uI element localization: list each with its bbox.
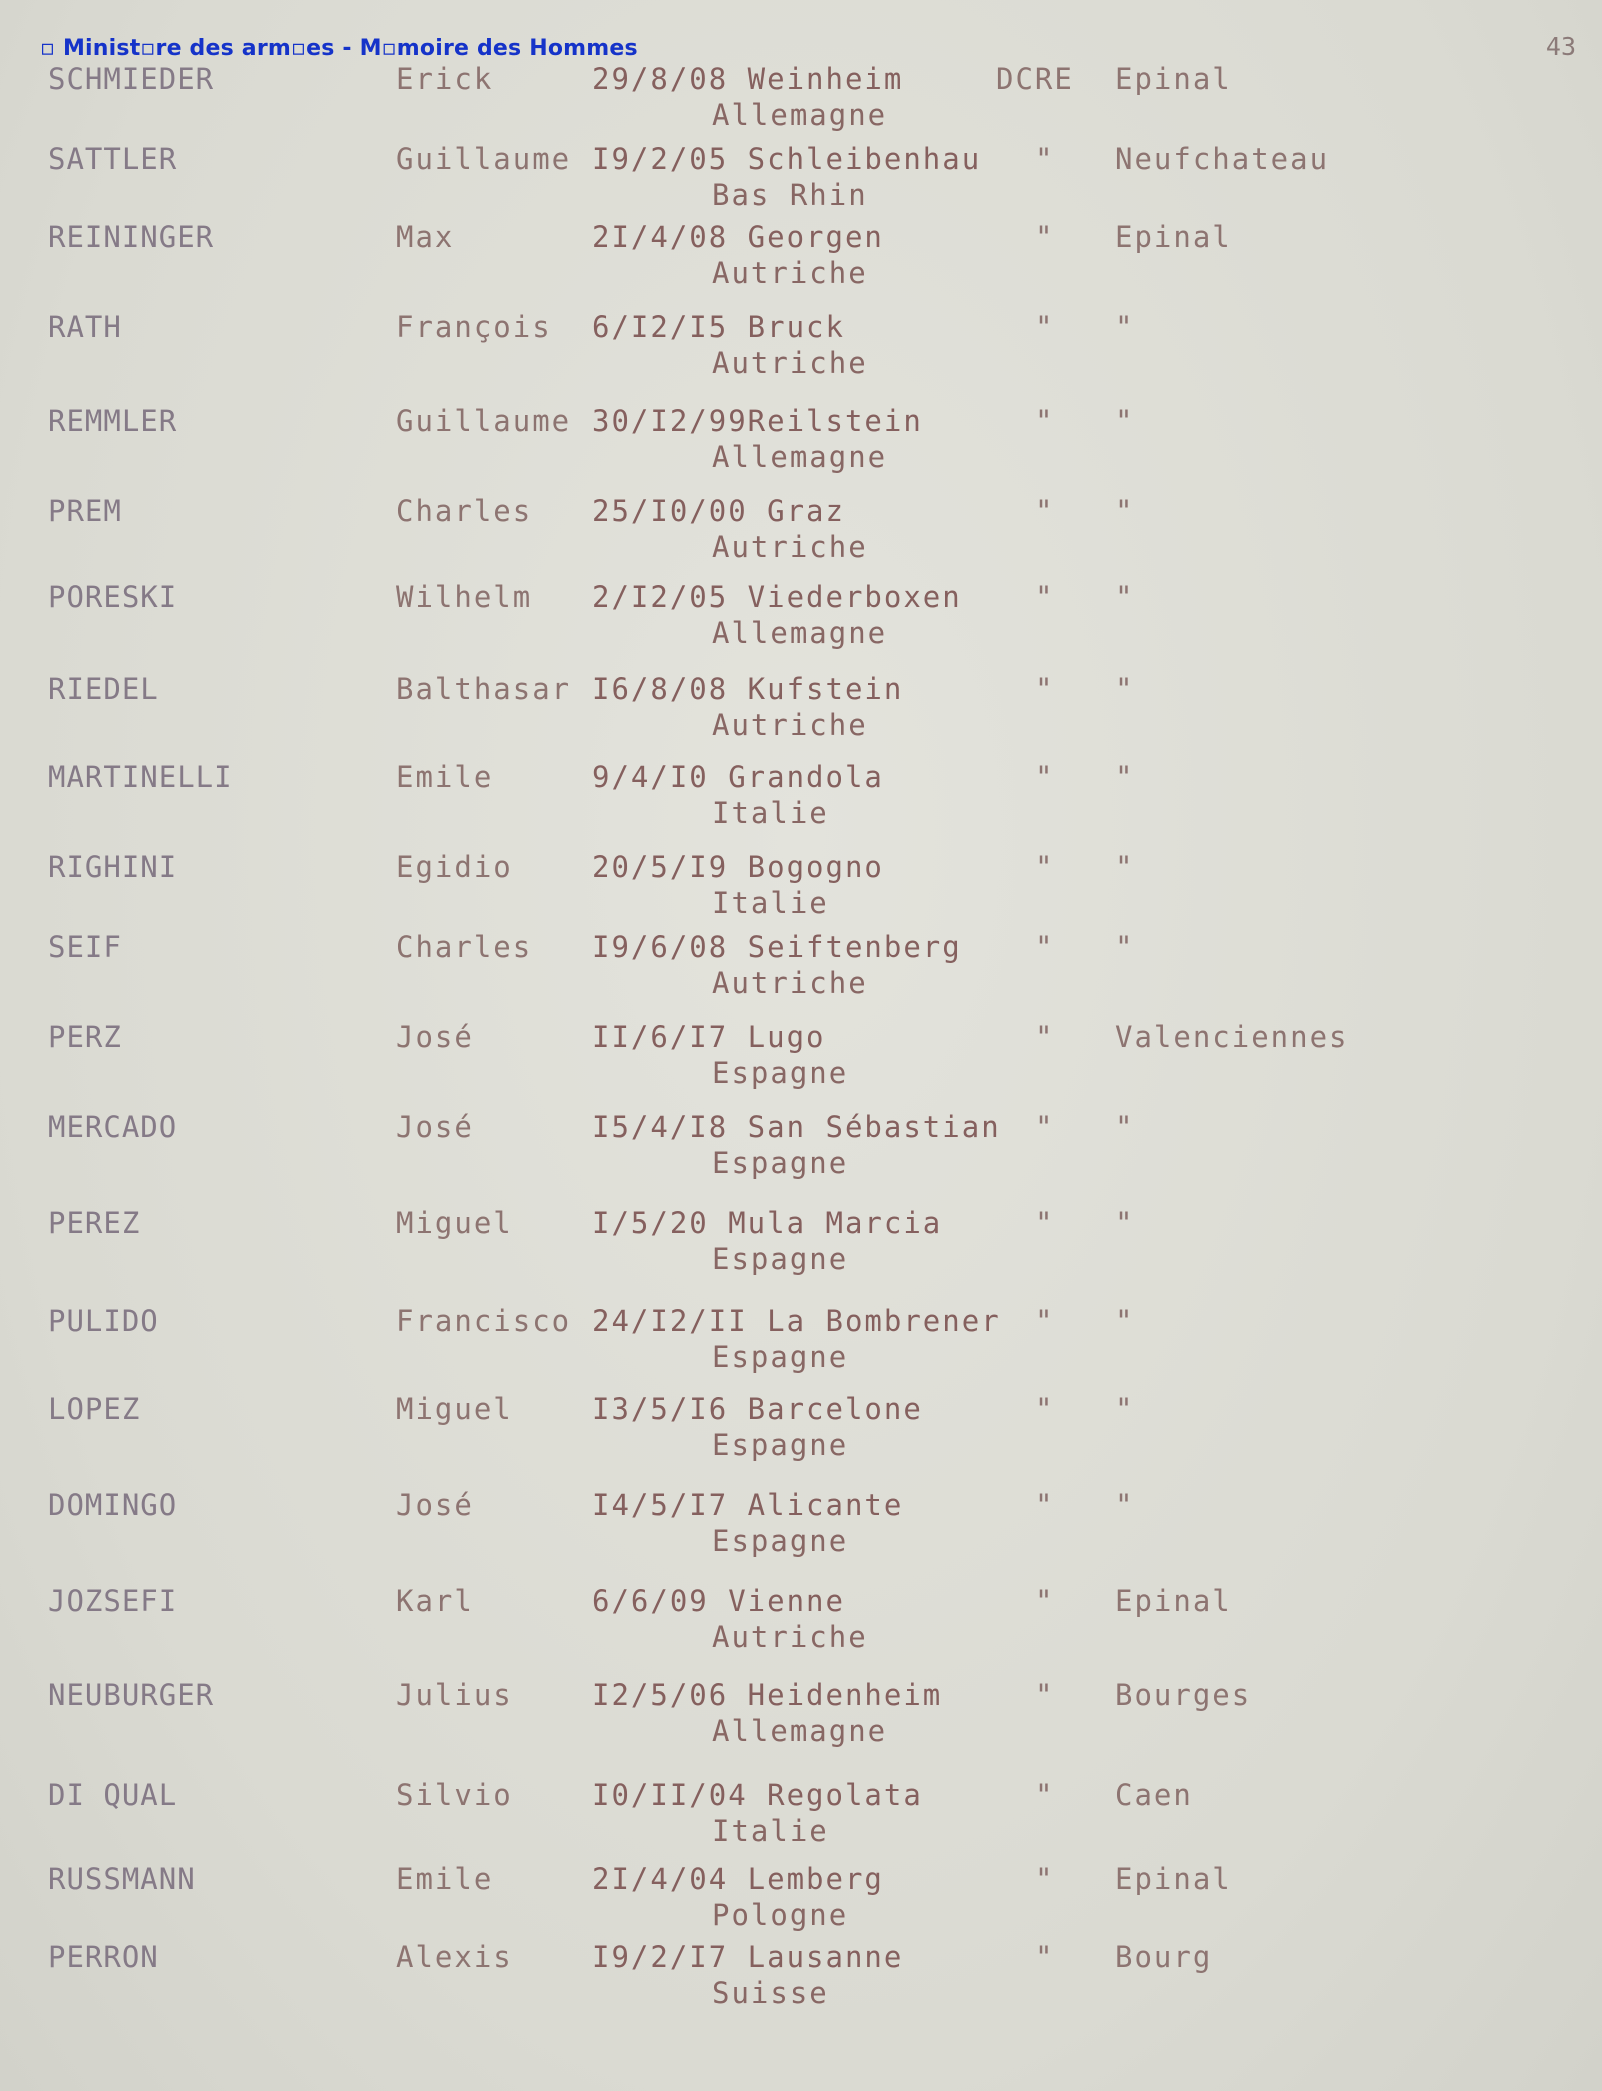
watermark-label: ▫ Minist▫re des arm▫es - M▫moire des Hommes (40, 36, 638, 61)
list-item (0, 930, 1602, 1010)
list-item (0, 1584, 1602, 1664)
last-name: PEREZ (48, 1206, 141, 1240)
first-name: Karl (396, 1584, 474, 1618)
last-name: RIEDEL (48, 672, 159, 706)
last-name: SEIF (48, 930, 122, 964)
last-name: MARTINELLI (48, 760, 233, 794)
first-name: Max (396, 220, 455, 254)
birth-country: Espagne (712, 1524, 849, 1558)
last-name: SCHMIEDER (48, 62, 215, 96)
list-item (0, 1678, 1602, 1758)
birth-info: I9/2/05 Schleibenhau (592, 142, 982, 176)
birth-country: Espagne (712, 1428, 849, 1462)
list-item (0, 1940, 1602, 2020)
destination: " (1115, 1110, 1135, 1144)
birth-info: 2/I2/05 Viederboxen (592, 580, 962, 614)
destination: Bourges (1115, 1678, 1252, 1712)
reference-mark: " (1035, 494, 1055, 528)
birth-info: I9/2/I7 Lausanne (592, 1940, 904, 1974)
reference-mark: " (1035, 1392, 1055, 1426)
page-number: 43 (1545, 32, 1576, 61)
birth-country: Allemagne (712, 440, 888, 474)
first-name: Egidio (396, 850, 513, 884)
birth-info: I2/5/06 Heidenheim (592, 1678, 943, 1712)
last-name: RATH (48, 310, 122, 344)
reference-mark: " (1035, 1584, 1055, 1618)
birth-country: Suisse (712, 1976, 829, 2010)
reference-mark: " (1035, 930, 1055, 964)
birth-info: I4/5/I7 Alicante (592, 1488, 904, 1522)
destination: " (1115, 1206, 1135, 1240)
list-item (0, 220, 1602, 300)
birth-info: 20/5/I9 Bogogno (592, 850, 884, 884)
birth-info: 24/I2/II La Bombrener (592, 1304, 1001, 1338)
birth-country: Allemagne (712, 1714, 888, 1748)
first-name: Alexis (396, 1940, 513, 1974)
first-name: Charles (396, 494, 533, 528)
last-name: MERCADO (48, 1110, 178, 1144)
destination: " (1115, 404, 1135, 438)
first-name: Charles (396, 930, 533, 964)
last-name: RUSSMANN (48, 1862, 196, 1896)
birth-country: Autriche (712, 1620, 868, 1654)
last-name: RIGHINI (48, 850, 178, 884)
reference-mark: DCRE (996, 62, 1074, 96)
last-name: LOPEZ (48, 1392, 141, 1426)
last-name: REMMLER (48, 404, 178, 438)
first-name: Silvio (396, 1778, 513, 1812)
reference-mark: " (1035, 142, 1055, 176)
last-name: PERZ (48, 1020, 122, 1054)
birth-country: Espagne (712, 1242, 849, 1276)
first-name: Erick (396, 62, 494, 96)
first-name: Guillaume (396, 404, 572, 438)
destination: " (1115, 1488, 1135, 1522)
birth-info: 6/I2/I5 Bruck (592, 310, 845, 344)
destination: " (1115, 310, 1135, 344)
birth-country: Espagne (712, 1146, 849, 1180)
last-name: SATTLER (48, 142, 178, 176)
birth-country: Pologne (712, 1898, 849, 1932)
birth-info: 25/I0/00 Graz (592, 494, 845, 528)
list-item (0, 1862, 1602, 1942)
birth-info: 30/I2/99Reilstein (592, 404, 923, 438)
last-name: REININGER (48, 220, 215, 254)
destination: Valenciennes (1115, 1020, 1349, 1054)
reference-mark: " (1035, 1940, 1055, 1974)
last-name: DOMINGO (48, 1488, 178, 1522)
reference-mark: " (1035, 1020, 1055, 1054)
last-name: PULIDO (48, 1304, 159, 1338)
last-name: PORESKI (48, 580, 178, 614)
birth-country: Autriche (712, 708, 868, 742)
birth-country: Autriche (712, 256, 868, 290)
list-item (0, 850, 1602, 930)
reference-mark: " (1035, 1110, 1055, 1144)
first-name: François (396, 310, 552, 344)
destination: Epinal (1115, 1862, 1232, 1896)
birth-info: II/6/I7 Lugo (592, 1020, 826, 1054)
birth-country: Autriche (712, 530, 868, 564)
reference-mark: " (1035, 310, 1055, 344)
birth-info: 2I/4/08 Georgen (592, 220, 884, 254)
list-item (0, 404, 1602, 484)
destination: Neufchateau (1115, 142, 1330, 176)
birth-country: Bas Rhin (712, 178, 868, 212)
birth-country: Allemagne (712, 98, 888, 132)
reference-mark: " (1035, 220, 1055, 254)
reference-mark: " (1035, 1778, 1055, 1812)
first-name: José (396, 1488, 474, 1522)
list-item (0, 1778, 1602, 1858)
reference-mark: " (1035, 1678, 1055, 1712)
reference-mark: " (1035, 760, 1055, 794)
list-item (0, 672, 1602, 752)
reference-mark: " (1035, 1304, 1055, 1338)
birth-country: Espagne (712, 1340, 849, 1374)
birth-info: I/5/20 Mula Marcia (592, 1206, 943, 1240)
destination: " (1115, 930, 1135, 964)
list-item (0, 1488, 1602, 1568)
birth-info: I0/II/04 Regolata (592, 1778, 923, 1812)
birth-country: Autriche (712, 346, 868, 380)
list-item (0, 1020, 1602, 1100)
birth-info: I9/6/08 Seiftenberg (592, 930, 962, 964)
destination: " (1115, 1304, 1135, 1338)
first-name: José (396, 1110, 474, 1144)
list-item (0, 1206, 1602, 1286)
first-name: Julius (396, 1678, 513, 1712)
list-item (0, 760, 1602, 840)
destination: " (1115, 580, 1135, 614)
reference-mark: " (1035, 1862, 1055, 1896)
birth-info: 6/6/09 Vienne (592, 1584, 845, 1618)
birth-info: I3/5/I6 Barcelone (592, 1392, 923, 1426)
birth-country: Italie (712, 1814, 829, 1848)
list-item (0, 580, 1602, 660)
list-item (0, 62, 1602, 142)
last-name: DI QUAL (48, 1778, 178, 1812)
destination: " (1115, 672, 1135, 706)
last-name: JOZSEFI (48, 1584, 178, 1618)
destination: " (1115, 850, 1135, 884)
reference-mark: " (1035, 1488, 1055, 1522)
birth-info: 29/8/08 Weinheim (592, 62, 904, 96)
reference-mark: " (1035, 850, 1055, 884)
list-item (0, 494, 1602, 574)
first-name: Emile (396, 760, 494, 794)
reference-mark: " (1035, 1206, 1055, 1240)
list-item (0, 310, 1602, 390)
birth-info: 9/4/I0 Grandola (592, 760, 884, 794)
list-item (0, 1392, 1602, 1472)
birth-country: Espagne (712, 1056, 849, 1090)
birth-info: I6/8/08 Kufstein (592, 672, 904, 706)
birth-info: I5/4/I8 San Sébastian (592, 1110, 1001, 1144)
destination: " (1115, 494, 1135, 528)
first-name: Wilhelm (396, 580, 533, 614)
first-name: Francisco (396, 1304, 572, 1338)
destination: Epinal (1115, 1584, 1232, 1618)
destination: " (1115, 760, 1135, 794)
birth-country: Autriche (712, 966, 868, 1000)
last-name: PREM (48, 494, 122, 528)
list-item (0, 142, 1602, 222)
last-name: NEUBURGER (48, 1678, 215, 1712)
birth-country: Italie (712, 886, 829, 920)
reference-mark: " (1035, 580, 1055, 614)
reference-mark: " (1035, 404, 1055, 438)
destination: Epinal (1115, 220, 1232, 254)
first-name: Miguel (396, 1392, 513, 1426)
list-item (0, 1110, 1602, 1190)
reference-mark: " (1035, 672, 1055, 706)
destination: " (1115, 1392, 1135, 1426)
first-name: Miguel (396, 1206, 513, 1240)
last-name: PERRON (48, 1940, 159, 1974)
destination: Bourg (1115, 1940, 1213, 1974)
first-name: Emile (396, 1862, 494, 1896)
first-name: José (396, 1020, 474, 1054)
birth-country: Italie (712, 796, 829, 830)
destination: Caen (1115, 1778, 1193, 1812)
birth-info: 2I/4/04 Lemberg (592, 1862, 884, 1896)
list-item (0, 1304, 1602, 1384)
first-name: Guillaume (396, 142, 572, 176)
destination: Epinal (1115, 62, 1232, 96)
first-name: Balthasar (396, 672, 572, 706)
birth-country: Allemagne (712, 616, 888, 650)
